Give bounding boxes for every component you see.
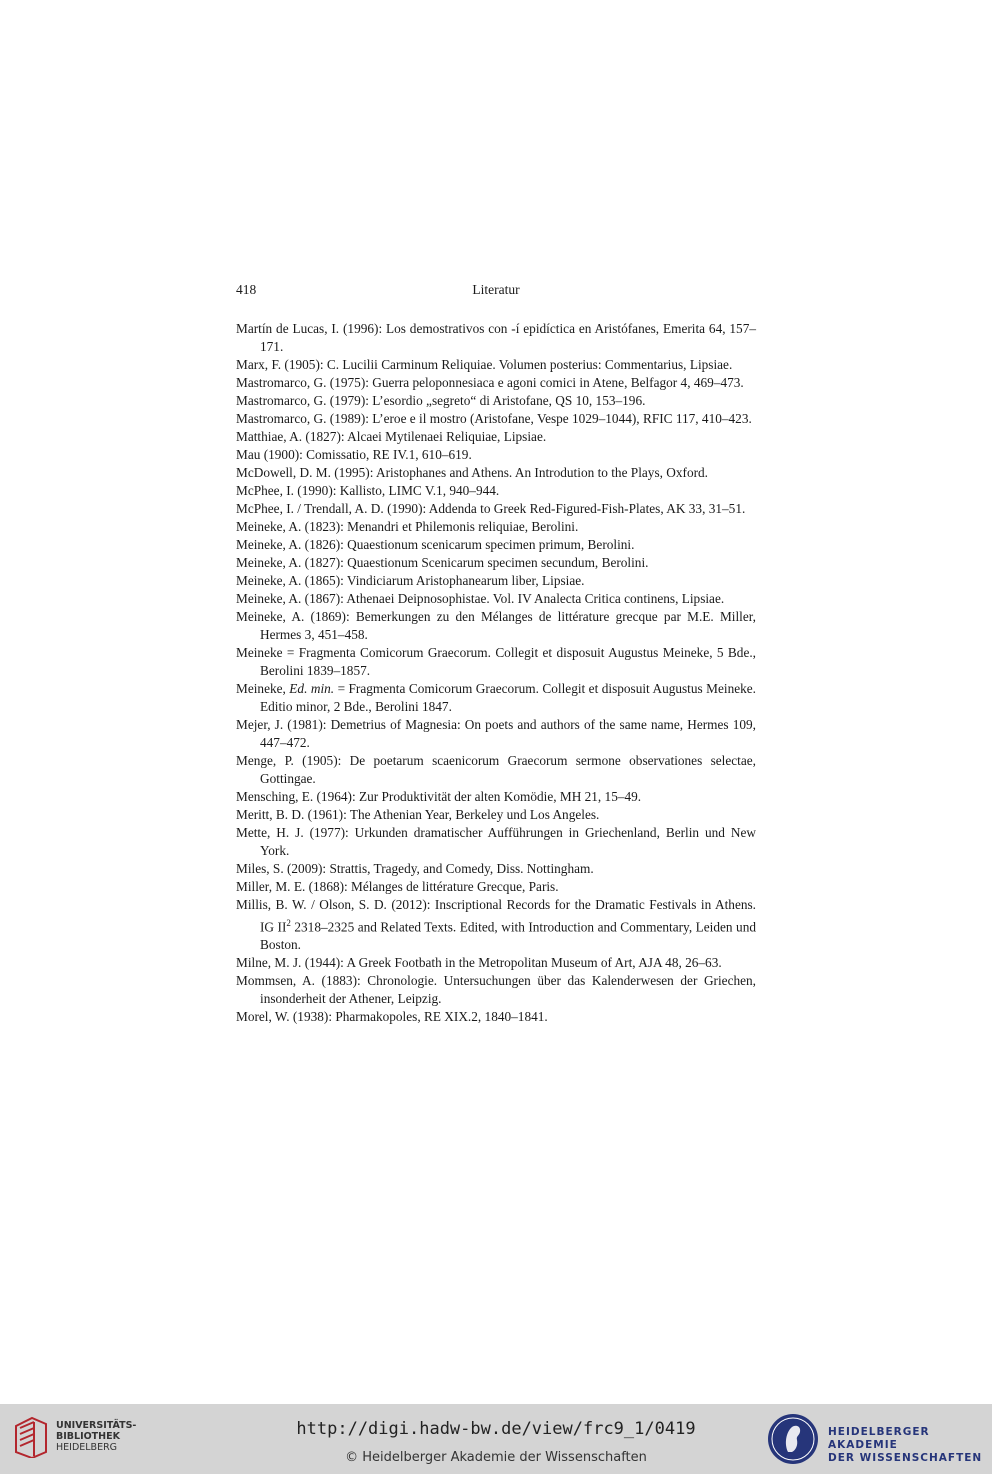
page-header — [236, 282, 756, 302]
bib-entry: McPhee, I. / Trendall, A. D. (1990): Addenda to Greek Red-Figured-Fish-Plates, AK 33, 31–51. — [236, 501, 746, 516]
bib-superscript: 2 — [286, 918, 291, 928]
bib-entry: Mensching, E. (1964): Zur Produktivität der alten Komödie, MH 21, 15–49. — [236, 789, 642, 804]
ub-line: HEIDELBERG — [56, 1442, 118, 1453]
hadw-line: HEIDELBERGER AKADEMIE — [828, 1426, 930, 1451]
bib-entry: Miles, S. (2009): Strattis, Tragedy, and Comedy, Diss. Nottingham. — [236, 861, 594, 876]
bib-entry: Morel, W. (1938): Pharmakopoles, RE XIX.2, 1840–1841. — [236, 1009, 548, 1025]
copyright-text: © Heidelberger Akademie der Wissenschaften — [345, 1450, 647, 1465]
bib-entry: Mastromarco, G. (1975): Guerra peloponnesiaca e agoni comici in Atene, Belfagor 4, 469–473. — [236, 375, 744, 390]
bib-entry: Meineke, A. (1869): Bemerkungen zu den Mélanges de littérature grecque par M.E. Miller, Hermes 3, 451–458. — [236, 609, 756, 642]
bib-entry: Milne, M. J. (1944): A Greek Footbath in the Metropolitan Museum of Art, AJA 48, 26–63. — [236, 955, 722, 971]
bib-entry: Meritt, B. D. (1961): The Athenian Year, Berkeley und Los Angeles. — [236, 807, 600, 822]
bib-entry: Menge, P. (1905): De poetarum scaenicorum Graecorum sermone observationes selectae, Gottingae. — [236, 753, 756, 786]
bib-entry-millis — [236, 896, 756, 954]
bib-entry-edmin — [236, 680, 756, 716]
bib-entry: Mommsen, A. (1883): Chronologie. Untersuchungen über das Kalenderwesen der Griechen, insonderheit der Athener, Leipzig. — [236, 973, 756, 1007]
bib-entry: Mette, H. J. (1977): Urkunden dramatischer Aufführungen in Griechenland, Berlin und New York. — [236, 825, 756, 858]
bib-entry: Mejer, J. (1981): Demetrius of Magnesia: On poets and authors of the same name, Hermes 109, 447–472. — [236, 717, 756, 750]
bib-italic-abbrev: Ed. min. — [289, 681, 335, 696]
bib-entry: Meineke, A. (1867): Athenaei Deipnosophistae. Vol. IV Analecta Critica continens, Lipsiae. — [236, 591, 725, 606]
page-number: 418 — [236, 282, 257, 297]
bib-entry: Mastromarco, G. (1989): L’eroe e il mostro (Aristofane, Vespe 1029–1044), RFIC 117, 410–423. — [236, 411, 752, 426]
bib-entry: Matthiae, A. (1827): Alcaei Mytilenaei Reliquiae, Lipsiae. — [236, 429, 547, 444]
bib-entry: Meineke, A. (1823): Menandri et Philemonis reliquiae, Berolini. — [236, 519, 579, 534]
bib-text: 2318–2325 and Related Texts. Edited, with Introduction and Commentary, Leiden und Boston. — [260, 919, 756, 953]
ub-line: UNIVERSITÄTS- — [56, 1420, 137, 1431]
bib-entry: Miller, M. E. (1868): Mélanges de littérature Grecque, Paris. — [236, 879, 559, 894]
page-url-link[interactable]: http://digi.hadw-bw.de/view/frc9_1/0419 — [296, 1419, 696, 1439]
bib-entry: Mastromarco, G. (1979): L’esordio „segreto“ di Aristofane, QS 10, 153–196. — [236, 393, 646, 408]
bib-entry: Meineke, A. (1827): Quaestionum Scenicarum specimen secundum, Berolini. — [236, 555, 649, 570]
bib-author: Meineke, — [236, 681, 290, 696]
bib-entry: Meineke = Fragmenta Comicorum Graecorum. Collegit et disposuit Augustus Meineke, 5 Bde., Berolini 1839–1857. — [236, 645, 756, 678]
bib-entry: Meineke, A. (1865): Vindiciarum Aristophanearum liber, Lipsiae. — [236, 573, 585, 588]
bib-entry: Marx, F. (1905): C. Lucilii Carminum Reliquiae. Volumen posterius: Commentarius, Lipsiae. — [236, 357, 733, 372]
footer-bar — [0, 1404, 992, 1474]
academy-seal-icon — [766, 1412, 820, 1466]
hadw-wordmark — [828, 1426, 986, 1465]
bib-entry: Mau (1900): Comissatio, RE IV.1, 610–619. — [236, 447, 472, 462]
bib-text: Millis, B. W. / Olson, S. D. (2012): Inscriptional Records for the Dramatic Festivals in Athens. IG II — [236, 897, 756, 935]
running-head: Literatur — [472, 282, 520, 297]
bib-entry: McDowell, D. M. (1995): Aristophanes and Athens. An Introdution to the Plays, Oxford. — [236, 465, 708, 480]
bib-entry: McPhee, I. (1990): Kallisto, LIMC V.1, 940–944. — [236, 483, 500, 498]
bibliography-list — [236, 320, 756, 1026]
bib-rest: = Fragmenta Comicorum Graecorum. Collegit et disposuit Augustus Meineke. Editio minor, 2 Bde., Berolini 1847. — [260, 681, 756, 714]
ub-line: BIBLIOTHEK — [56, 1431, 120, 1442]
hadw-line: DER WISSENSCHAFTEN — [828, 1452, 983, 1464]
bib-entry: Meineke, A. (1826): Quaestionum scenicarum specimen primum, Berolini. — [236, 537, 635, 552]
hadw-logo[interactable] — [766, 1412, 986, 1466]
bib-entry: Martín de Lucas, I. (1996): Los demostrativos con -í epidíctica en Aristófanes, Emerita 64, 157–171. — [236, 321, 756, 354]
